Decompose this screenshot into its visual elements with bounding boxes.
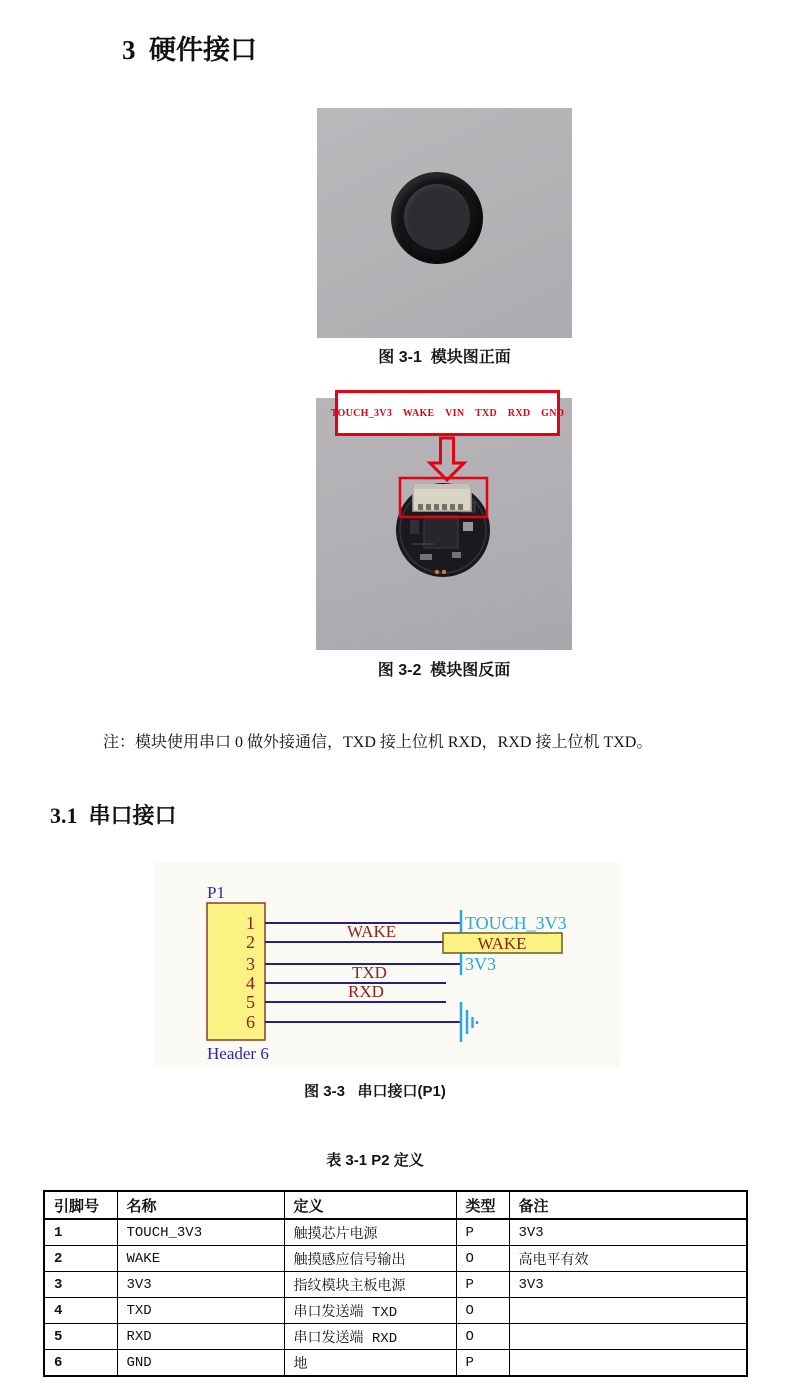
svg-text:5: 5 [246,992,255,1012]
main-chip [424,516,458,548]
section-heading: 3 硬件接口 [122,35,257,65]
svg-text:3: 3 [246,954,255,974]
col-header-pin: 引脚号 [44,1191,117,1219]
pin-definition-table [43,1190,748,1377]
serial-interface-schematic [155,862,620,1067]
note-text: 注：模块使用串口 0 做外接通信，TXD 接上位机 RXD，RXD 接上位机 TXD。 [103,734,653,751]
table-header-row [44,1191,747,1219]
table-title: 表 3-1 P2 定义 [326,1152,424,1169]
figure-2-caption: 图 3-2 模块图反面 [377,662,511,679]
col-header-def: 定义 [284,1191,456,1219]
net-label-3v3: 3V3 [465,954,496,974]
solder-pad [442,570,446,574]
fingerprint-sensor-ring [391,172,483,264]
connector-body [207,903,265,1040]
net-label-wake: WAKE [477,934,527,953]
module-back-photo [316,398,572,650]
table-row: 4 TXD 串口发送端 TXD O [44,1298,747,1324]
ground-symbol [461,1002,477,1042]
svg-text:4: 4 [246,973,255,993]
table-row: 5 RXD 串口发送端 RXD O [44,1324,747,1350]
down-arrow [430,438,464,480]
table-row: 2 WAKE 触摸感应信号输出 O 高电平有效 [44,1246,747,1272]
figure-1-caption: 图 3-1 模块图正面 [378,349,511,366]
svg-text:6: 6 [246,1012,255,1032]
svg-text:RXD: RXD [348,982,384,1001]
svg-text:1: 1 [246,913,255,933]
solder-pad [435,570,439,574]
table-row: 6 GND 地 P [44,1350,747,1377]
net-label-touch3v3: TOUCH_3V3 [465,913,567,933]
pin-numbers [246,913,255,1032]
wire-labels [347,922,396,1001]
connector-footprint-label: Header 6 [207,1044,269,1063]
svg-text:TXD: TXD [352,963,387,982]
col-header-remark: 备注 [509,1191,747,1219]
col-header-name: 名称 [117,1191,284,1219]
col-header-type: 类型 [456,1191,509,1219]
schematic-graphic [155,862,620,1067]
table-row: 3 3V3 指纹模块主板电源 P 3V3 [44,1272,747,1298]
pin-labels-callout: TOUCH_3V3 WAKE VIN TXD RXD GND [335,390,560,436]
figure-3-caption: 图 3-3 串口接口(P1) [304,1083,446,1100]
svg-text:2: 2 [246,932,255,952]
connector-refdes: P1 [207,883,225,902]
table-row: 1 TOUCH_3V3 触摸芯片电源 P 3V3 [44,1219,747,1246]
fingerprint-sensor-surface [404,184,470,250]
subsection-heading: 3.1 串口接口 [50,803,177,828]
svg-text:WAKE: WAKE [347,922,397,941]
module-front-photo [317,108,572,338]
